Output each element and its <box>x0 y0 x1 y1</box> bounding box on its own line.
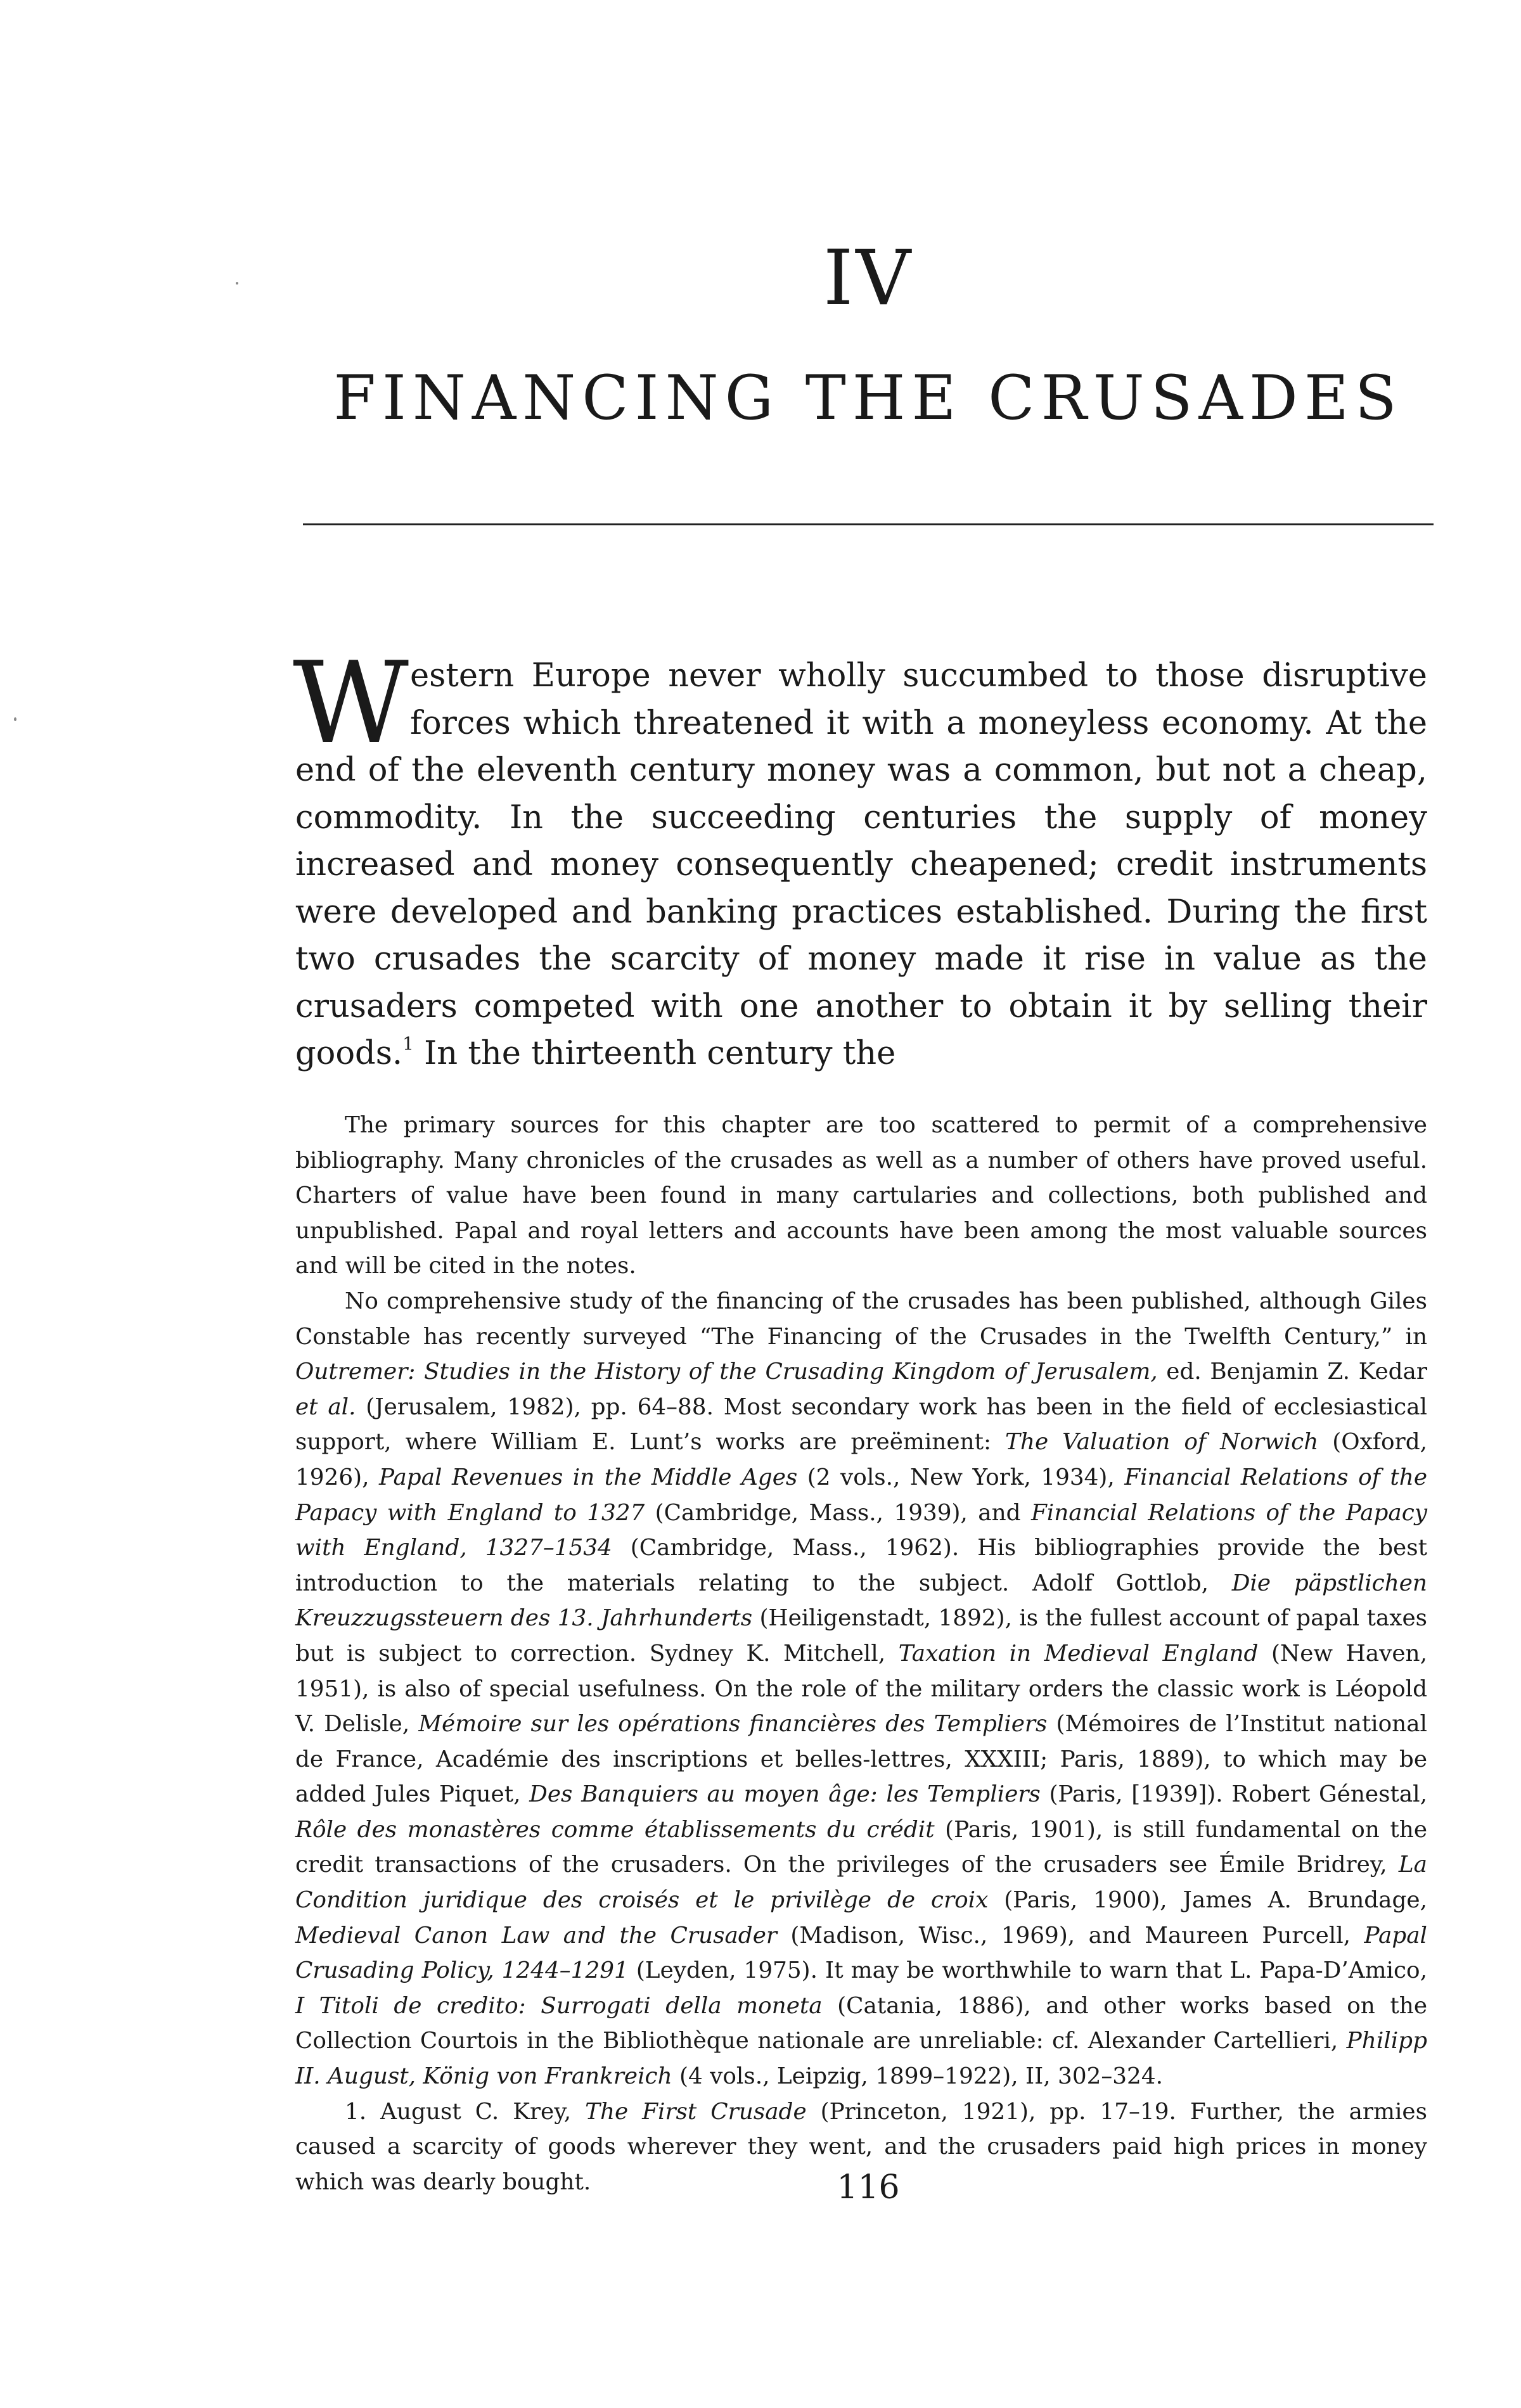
text-run: (Mémoires de l’Institut national de France, Académie des inscriptions et belles-lettres, XXXIII; Paris, 1889), to which may be added Jules Piquet, <box>295 1711 1427 1808</box>
italic-text-run: Philipp II. August, König von Frankreich <box>295 2028 1427 2090</box>
sources-note-2 <box>295 1284 1427 2094</box>
italic-text-run: The Valuation of Norwich <box>1005 1429 1319 1456</box>
body-text-part-2: In the thirteenth century the <box>413 1035 896 1072</box>
text-run: (4 vols., Leipzig, 1899–1922), II, 302–324. <box>672 2063 1163 2090</box>
italic-text-run: Medieval Canon Law and the Crusader <box>295 1922 778 1949</box>
chapter-number: IV <box>823 234 914 323</box>
opening-paragraph <box>293 637 1427 1078</box>
italic-text-run: et al. <box>295 1393 356 1420</box>
italic-text-run: Rôle des monastères comme établissements du crédit <box>295 1816 935 1843</box>
footnote-ref-1[interactable]: 1 <box>402 1033 414 1054</box>
italic-text-run: I Titoli de credito: Surrogati della moneta <box>295 1992 823 2019</box>
italic-text-run: La Condition juridique des croisés et le privilège de croix <box>295 1852 1427 1914</box>
drop-cap: W <box>293 637 409 769</box>
italic-text-run: Outremer: Studies in the History of the Crusading Kingdom of Jerusalem, <box>295 1359 1158 1385</box>
text-run: (Paris, [1939]). Robert Génestal, <box>1040 1781 1427 1808</box>
title-rule <box>303 523 1434 525</box>
text-run: No comprehensive study of the financing of the crusades has been published, although Giles Constable has recently surveyed “The Financing of the Crusades in the Twelfth Century,” in <box>295 1288 1427 1350</box>
text-run: (Heiligenstadt, 1892), is the fullest account of papal taxes but is subject to correction. Sydney K. Mitchell, <box>295 1605 1427 1667</box>
italic-text-run: Financial Relations of the Papacy with England, 1327–1534 <box>295 1499 1427 1561</box>
text-run: ed. Benjamin Z. Kedar <box>1157 1359 1427 1385</box>
text-run: (Jerusalem, 1982), pp. 64–88. Most secondary work has been in the field of ecclesiastical support, where William E. Lunt’s works are preëminent: <box>295 1393 1427 1456</box>
text-run: 1. August C. Krey, <box>345 2098 586 2125</box>
notes-section <box>295 1108 1427 2200</box>
text-run: (2 vols., New York, 1934), <box>797 1464 1125 1490</box>
italic-text-run: Mémoire sur les opérations financières des Templiers <box>418 1711 1048 1738</box>
italic-text-run: Papal Crusading Policy, 1244–1291 <box>295 1922 1427 1984</box>
italic-text-run: Papal Revenues in the Middle Ages <box>378 1464 798 1490</box>
scan-speck <box>236 282 238 285</box>
text-run: (Princeton, 1921), pp. 17–19. Further, the armies caused a scarcity of goods wherever they went, and the crusaders paid high prices in money which was dearly bought. <box>295 2098 1427 2195</box>
sources-note-1: The primary sources for this chapter are too scattered to permit of a comprehensive bibliography. Many chronicles of the crusades as well as a number of others have proved useful. Charters of value have been found in many cartularies and collections, both published and unpublished. Papal and royal letters and accounts have been among the most valuable sources and will be cited in the notes. <box>295 1112 1427 1279</box>
text-run: (Leyden, 1975). It may be worthwhile to warn that L. Papa-D’Amico, <box>628 1957 1427 1984</box>
italic-text-run: Des Banquiers au moyen âge: les Templiers <box>529 1781 1041 1808</box>
text-run: (Cambridge, Mass., 1939), and <box>645 1499 1031 1526</box>
chapter-title: FINANCING THE CRUSADES <box>333 362 1403 433</box>
text-run: (Cambridge, Mass., 1962). His bibliographies provide the best introduction to the materials relating to the subject. Adolf Gottlob, <box>295 1535 1427 1596</box>
body-text-part-1: estern Europe never wholly succumbed to those disruptive forces which threatened it with a moneyless economy. At the end of the eleventh century money was a common, but not a cheap, commodity. In the succeeding centuries the supply of money increased and money consequently cheapened; credit instruments were developed and banking practices established. During the first two crusades the scarcity of money made it rise in value as the crusaders competed with one another to obtain it by selling their goods. <box>295 657 1427 1072</box>
text-run: (Catania, 1886), and other works based on the Collection Courtois in the Bibliothèque nationale are unreliable: cf. Alexander Cartellieri, <box>295 1992 1428 2054</box>
italic-text-run: Financial Relations of the Papacy with England to 1327 <box>295 1464 1427 1526</box>
text-run: (Oxford, 1926), <box>295 1429 1427 1490</box>
scan-speck <box>14 717 16 721</box>
italic-text-run: Die päpstlichen Kreuzzugssteuern des 13. Jahrhunderts <box>295 1570 1427 1632</box>
text-run: (Madison, Wisc., 1969), and Maureen Purcell, <box>777 1922 1364 1949</box>
text-run: (New Haven, 1951), is also of special usefulness. On the role of the military orders the classic work is Léopold V. Delisle, <box>295 1640 1427 1738</box>
page-number: 116 <box>837 2168 900 2206</box>
text-run: (Paris, 1901), is still fundamental on the credit transactions of the crusaders. On the privileges of the crusaders see Émile Bridrey, <box>295 1816 1428 1878</box>
italic-text-run: Taxation in Medieval England <box>898 1640 1259 1667</box>
text-run: (Paris, 1900), James A. Brundage, <box>988 1887 1427 1914</box>
italic-text-run: The First Crusade <box>585 2098 807 2125</box>
body-text <box>293 637 1427 1078</box>
